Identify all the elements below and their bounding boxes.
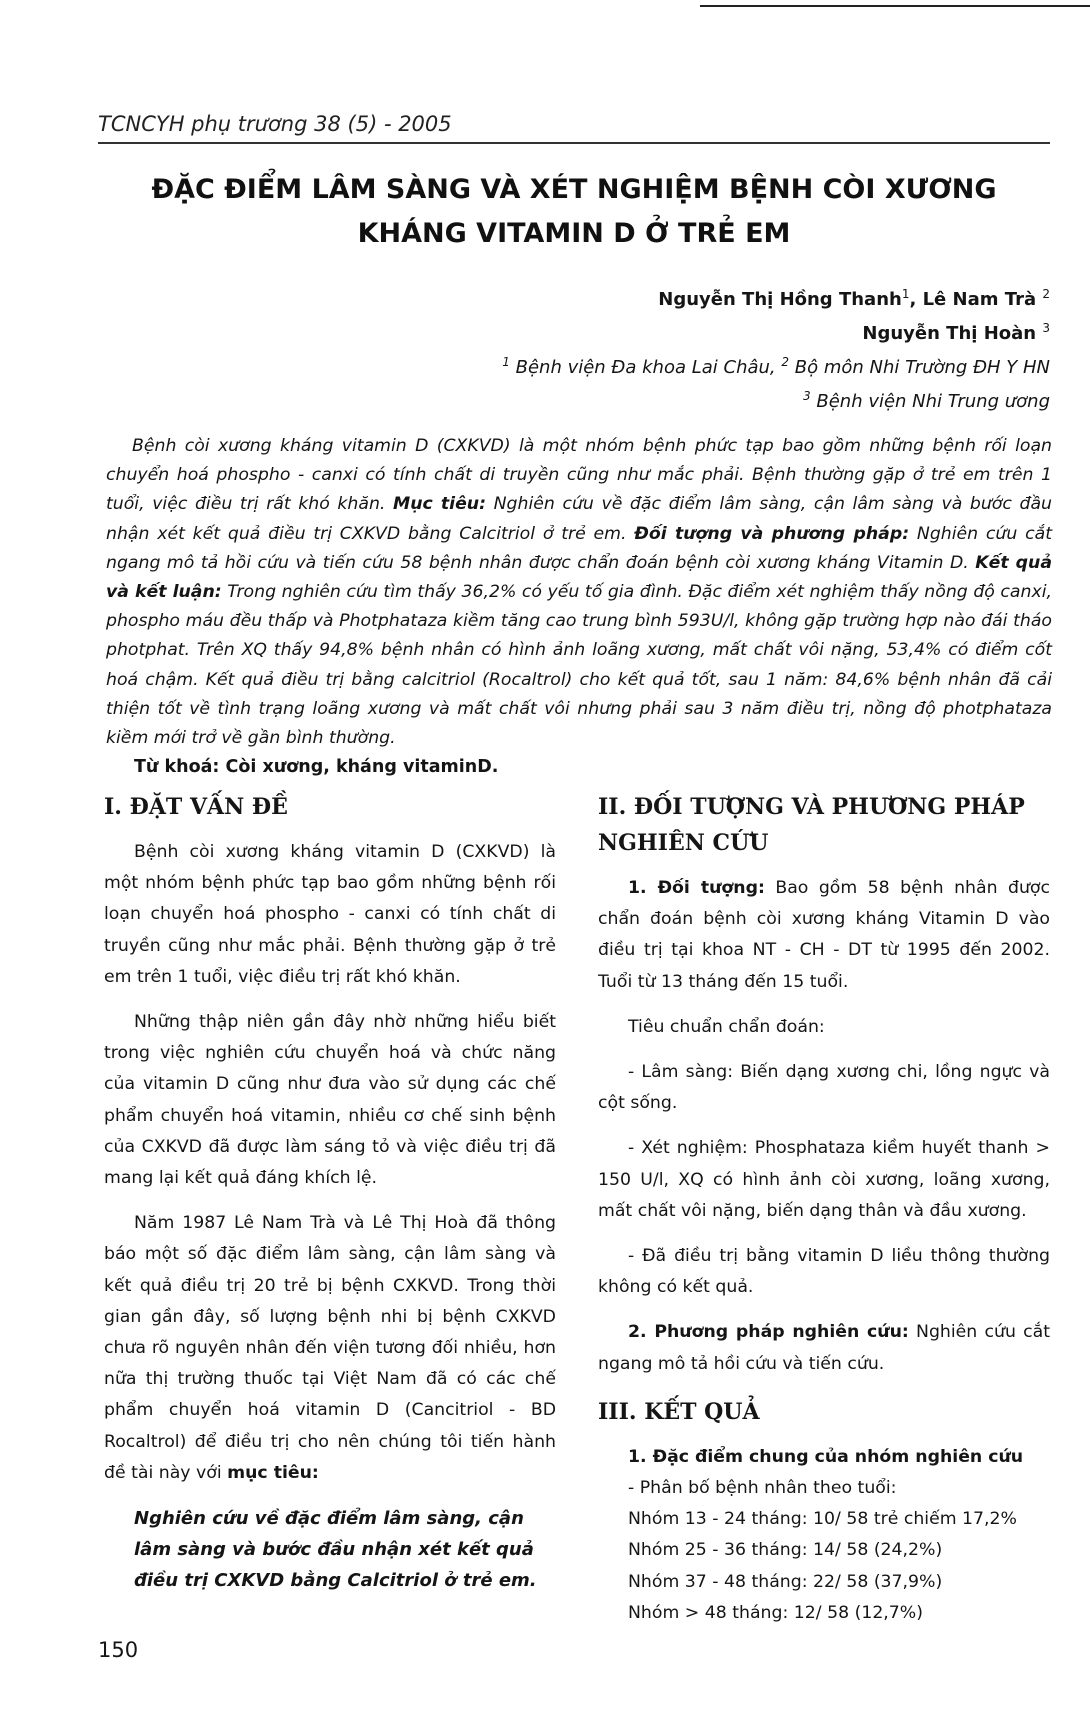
affiliation-line-1 xyxy=(400,348,1050,382)
top-edge-line xyxy=(700,5,1090,7)
section-1-paragraph-2: Những thập niên gần đây nhờ những hiểu biết trong việc nghiên cứu chuyển hoá và chức năng của vitamin D cũng như đưa vào sử dụng các chế phẩm chuyển hoá vitamin, nhiều cơ chế sinh bệnh của CXKVD đã được làm sáng tỏ và việc điều trị đã mang lại kết quả đáng khích lệ. xyxy=(104,1012,556,1189)
author-name-1: Nguyễn Thị Hồng Thanh xyxy=(658,289,902,310)
title-line-1: ĐẶC ĐIỂM LÂM SÀNG VÀ XÉT NGHIỆM BỆNH CÒI XƯƠNG xyxy=(151,174,997,205)
section-1-paragraph-1: Bệnh còi xương kháng vitamin D (CXKVD) là một nhóm bệnh phức tạp bao gồm những bệnh rối loạn chuyển hoá phospho - canxi có tính chất di truyền cũng như mắc phải. Bệnh thường gặp ở trẻ em trên 1 tuổi, việc điều trị rất khó khăn. xyxy=(104,842,556,987)
section-2-heading: II. ĐỐI TƯỢNG VÀ PHƯƠNG PHÁP NGHIÊN CỨU xyxy=(598,794,1025,856)
section-3-subheading: 1. Đặc điểm chung của nhóm nghiên cứu xyxy=(628,1446,1024,1467)
left-column xyxy=(104,789,556,1596)
section-3-heading: III. KẾT QUẢ xyxy=(598,1398,760,1425)
aff-sup-1: 1 xyxy=(502,355,510,369)
age-group-2: Nhóm 25 - 36 tháng: 14/ 58 (24,2%) xyxy=(628,1540,943,1561)
criterion-2: - Xét nghiệm: Phosphataza kiềm huyết thanh > 150 U/l, XQ có hình ảnh còi xương, loãng xương, mất chất vôi nặng, biến dạng thân và đầu xương. xyxy=(598,1138,1050,1221)
keywords: Từ khoá: Còi xương, kháng vitaminD. xyxy=(134,757,499,777)
age-group-3: Nhóm 37 - 48 tháng: 22/ 58 (37,9%) xyxy=(628,1571,943,1592)
abstract-method: Nghiên cứu cắt ngang mô tả hồi cứu và tiến cứu 58 bệnh nhân được chẩn đoán bệnh còi xương kháng Vitamin D. xyxy=(106,523,1052,573)
author-name-2: , Lê Nam Trà xyxy=(909,289,1043,310)
method-label: 2. Phương pháp nghiên cứu: xyxy=(628,1322,909,1343)
author-line-1 xyxy=(400,280,1050,314)
page-number: 150 xyxy=(98,1638,139,1662)
abstract-aim-label: Mục tiêu: xyxy=(393,494,487,515)
abstract-result: Trong nghiên cứu tìm thấy 36,2% có yếu tố gia đình. Đặc điểm xét nghiệm thấy nồng độ canxi, phospho máu đều thấp và Photphataza kiềm tăng cao trung bình 593U/l, không gặp trường hợp nào đái tháo photphat. Trên XQ thấy 94,8% bệnh nhân có hình ảnh loãng xương, mất chất vôi nặng, 53,4% có điểm cốt hoá chậm. Kết quả điều trị bằng calcitriol (Rocaltrol) cho kết quả tốt, sau 1 năm: 84,6% bệnh nhân đã cải thiện tốt về tình trạng loãng xương và mất chất vôi nhưng phải sau 3 năm điều trị, nồng độ photphataza kiềm mới trở về gần bình thường. xyxy=(106,582,1052,749)
abstract-intro: Bệnh còi xương kháng vitamin D (CXKVD) là một nhóm bệnh phức tạp bao gồm những bệnh rối loạn chuyển hoá phospho - canxi có tính chất di truyền cũng như mắc phải. Bệnh thường gặp ở trẻ em trên 1 tuổi, việc điều trị rất khó khăn. xyxy=(106,436,1052,515)
header-rule xyxy=(98,142,1050,144)
aff-sup-3: 3 xyxy=(803,389,811,403)
criterion-1: - Lâm sàng: Biến dạng xương chi, lồng ngực và cột sống. xyxy=(598,1062,1050,1114)
section-1-paragraph-3 xyxy=(104,1208,556,1489)
author-sup-2: 2 xyxy=(1042,287,1050,301)
abstract xyxy=(106,432,1052,753)
section-1-aim: Nghiên cứu về đặc điểm lâm sàng, cận lâm sàng và bước đầu nhận xét kết quả điều trị CXKVD bằng Calcitriol ở trẻ em. xyxy=(134,1508,537,1592)
age-group-4: Nhóm > 48 tháng: 12/ 58 (12,7%) xyxy=(628,1602,923,1623)
abstract-method-label: Đối tượng và phương pháp: xyxy=(634,523,910,544)
abstract-aim: Nghiên cứu về đặc điểm lâm sàng, cận lâm sàng và bước đầu nhận xét kết quả điều trị CXKVD bằng Calcitriol ở trẻ em. xyxy=(106,494,1052,544)
right-column xyxy=(598,789,1050,1629)
author-line-2 xyxy=(400,314,1050,348)
journal-header: TCNCYH phụ trương 38 (5) - 2005 xyxy=(98,112,452,136)
aff-sup-2: 2 xyxy=(781,355,790,369)
section-1-aim-label: mục tiêu: xyxy=(227,1462,319,1483)
section-1-paragraph-3-text: Năm 1987 Lê Nam Trà và Lê Thị Hoà đã thông báo một số đặc điểm lâm sàng, cận lâm sàng và kết quả điều trị 20 trẻ bị bệnh CXKVD. Trong thời gian gần đây, số lượng bệnh nhi bị bệnh CXKVD chưa rõ nguyên nhân đến viện tương đối nhiều, hơn nữa thị trường thuốc tại Việt Nam đã có các chế phẩm chuyển hoá vitamin D (Cancitriol - BD Rocaltrol) để điều trị cho nên chúng tôi tiến hành đề tài này với xyxy=(104,1213,556,1483)
age-group-1: Nhóm 13 - 24 tháng: 10/ 58 trẻ chiếm 17,2% xyxy=(628,1509,1017,1530)
criteria-title: Tiêu chuẩn chẩn đoán: xyxy=(628,1016,825,1037)
title-line-2: KHÁNG VITAMIN D Ở TRẺ EM xyxy=(357,218,791,249)
author-name-3: Nguyễn Thị Hoàn xyxy=(862,323,1043,344)
section-2-method xyxy=(598,1317,1050,1379)
author-sup-1: 1 xyxy=(901,287,910,301)
affiliation-1: Bệnh viện Đa khoa Lai Châu, xyxy=(509,357,782,378)
section-1-heading: I. ĐẶT VẤN ĐỀ xyxy=(104,794,288,820)
criterion-3: - Đã điều trị bằng vitamin D liều thông thường không có kết quả. xyxy=(598,1246,1050,1298)
section-2-subjects xyxy=(598,873,1050,998)
article-title xyxy=(98,168,1050,256)
abstract-paragraph xyxy=(106,432,1052,753)
abstract-result-label: Kết quả và kết luận: xyxy=(106,552,1052,603)
author-block xyxy=(400,280,1050,416)
subjects-label: 1. Đối tượng: xyxy=(628,878,765,898)
author-sup-3: 3 xyxy=(1042,321,1050,335)
method-text: Nghiên cứu cắt ngang mô tả hồi cứu và tiến cứu. xyxy=(598,1322,1050,1374)
affiliation-line-2 xyxy=(400,382,1050,416)
affiliation-3: Bệnh viện Nhi Trung ương xyxy=(810,391,1050,412)
affiliation-2: Bộ môn Nhi Trường ĐH Y HN xyxy=(789,357,1050,378)
age-distribution-title: - Phân bố bệnh nhân theo tuổi: xyxy=(628,1478,897,1499)
subjects-text: Bao gồm 58 bệnh nhân được chẩn đoán bệnh còi xương kháng Vitamin D vào điều trị tại khoa NT - CH - DT từ 1995 đến 2002. Tuổi từ 13 tháng đến 15 tuổi. xyxy=(598,878,1051,992)
